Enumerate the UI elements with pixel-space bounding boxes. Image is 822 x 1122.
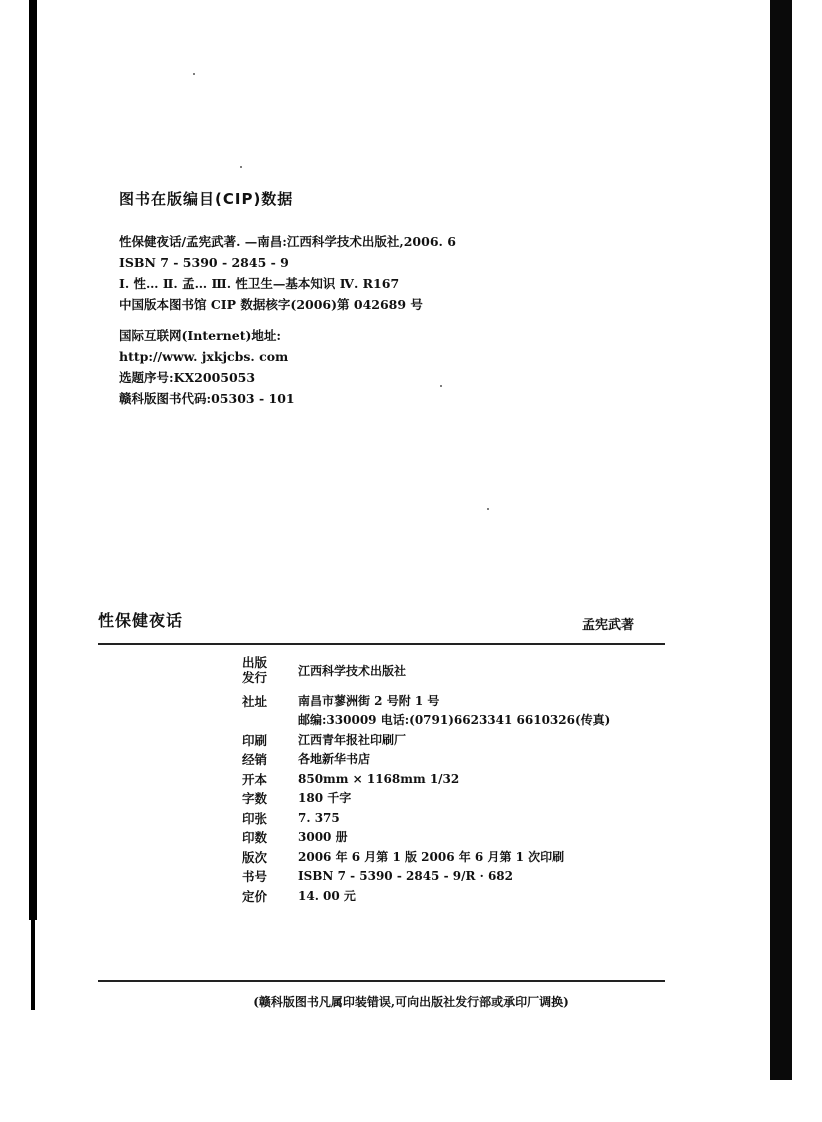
imprint-label: 出版 (242, 655, 268, 670)
imprint-row (242, 692, 672, 712)
imprint-label: 印刷 (242, 732, 268, 748)
cip-heading: 图书在版编目(CIP)数据 (119, 190, 294, 208)
scan-edge-right (770, 0, 792, 1080)
imprint-label: 社址 (242, 693, 268, 709)
footnote: (赣科版图书凡属印装错误,可向出版社发行部或承印厂调换) (253, 995, 569, 1009)
imprint-label: 印数 (242, 830, 268, 845)
cip-subjects: Ⅰ. 性… Ⅱ. 孟… Ⅲ. 性卫生—基本知识 Ⅳ. R167 (119, 276, 400, 291)
book-author: 孟宪武著 (582, 618, 635, 633)
topic-number: 选题序号:KX2005053 (119, 370, 256, 385)
imprint-row (242, 848, 672, 868)
imprint-value: 邮编:330009 电话:(0791)6623341 6610326(传真) (298, 713, 611, 727)
scan-speck (240, 166, 242, 168)
imprint-value: 3000 册 (298, 830, 348, 844)
imprint-value: 2006 年 6 月第 1 版 2006 年 6 月第 1 次印刷 (298, 849, 565, 864)
imprint-table (242, 653, 672, 906)
imprint-label: 印张 (242, 810, 268, 826)
imprint-label: 定价 (242, 888, 268, 904)
imprint-label: 版次 (242, 849, 268, 865)
cip-number: 中国版本图书馆 CIP 数据核字(2006)第 042689 号 (119, 297, 423, 312)
publisher-url: http://www. jxkjcbs. com (119, 349, 289, 364)
imprint-row (242, 750, 672, 770)
imprint-label-stacked (242, 655, 267, 685)
scan-edge-left-lower (31, 0, 35, 1010)
scan-speck (193, 73, 195, 75)
divider-top (98, 643, 665, 645)
imprint-value: 180 千字 (298, 791, 352, 805)
imprint-label: 发行 (242, 670, 268, 685)
imprint-label: 开本 (242, 771, 268, 787)
imprint-label (242, 711, 298, 731)
cip-entry: 性保健夜话/孟宪武著. —南昌:江西科学技术出版社,2006. 6 (119, 234, 456, 249)
imprint-value: 7. 375 (298, 810, 340, 825)
imprint-value: 南昌市蓼洲街 2 号附 1 号 (298, 693, 440, 708)
imprint-row (242, 653, 672, 692)
cip-block (119, 188, 639, 409)
divider-bottom (98, 980, 665, 982)
publisher-code: 赣科版图书代码:05303 - 101 (119, 391, 295, 406)
book-title: 性保健夜话 (98, 611, 184, 630)
imprint-row (242, 731, 672, 751)
imprint-row (242, 789, 672, 809)
imprint-value: 江西青年报社印刷厂 (298, 732, 407, 747)
imprint-label: 经销 (242, 752, 268, 767)
imprint-row (242, 711, 672, 731)
imprint-label: 书号 (242, 869, 268, 884)
imprint-value: 14. 00 元 (298, 888, 356, 903)
imprint-value: ISBN 7 - 5390 - 2845 - 9/R · 682 (298, 869, 514, 883)
imprint-value: 江西科学技术出版社 (298, 664, 407, 678)
imprint-label: 字数 (242, 791, 268, 806)
imprint-row (242, 867, 672, 887)
imprint-row (242, 887, 672, 907)
imprint-row (242, 770, 672, 790)
imprint-row (242, 809, 672, 829)
internet-label: 国际互联网(Internet)地址: (119, 328, 282, 343)
imprint-row (242, 828, 672, 848)
cip-isbn: ISBN 7 - 5390 - 2845 - 9 (119, 255, 289, 270)
scan-speck (487, 508, 489, 510)
imprint-value: 各地新华书店 (298, 752, 371, 766)
imprint-value: 850mm × 1168mm 1/32 (298, 771, 460, 786)
